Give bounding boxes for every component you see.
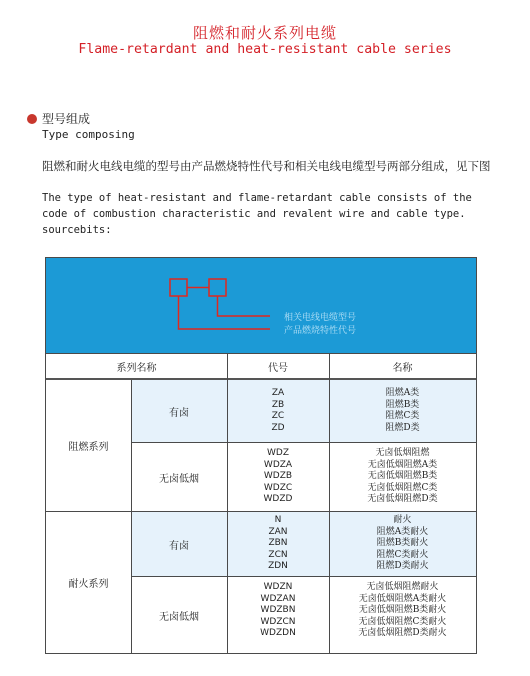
code-item: WDZAN: [260, 593, 296, 604]
name-item: 阻燃B类耐火: [376, 538, 429, 549]
code-item: WDZ: [267, 448, 289, 459]
name-item: 无卤低烟阻燃C类: [367, 482, 438, 493]
group-flame-retardant: 阻燃系列: [68, 442, 109, 453]
code-item: N: [274, 515, 282, 526]
name-item: 阻燃D类: [385, 422, 420, 433]
name-item: 阻燃D类耐火: [376, 561, 429, 572]
code-list: [227, 443, 329, 511]
code-item: ZDN: [268, 561, 288, 572]
code-item: WDZC: [263, 482, 293, 493]
name-item: 阻燃B类: [385, 399, 420, 410]
name-item: 无卤低烟阻燃: [375, 448, 430, 459]
leader-line-2: [179, 296, 271, 329]
name-item: 耐火: [393, 515, 412, 526]
header-series-name: 系列名称: [116, 362, 157, 374]
name-item: 阻燃C类: [385, 411, 420, 421]
subgroup-halogen: 有卤: [169, 407, 189, 419]
code-item: ZC: [271, 411, 285, 421]
name-item: 无卤低烟阻燃耐火: [366, 582, 439, 593]
name-list: [329, 512, 476, 576]
name-item: 阻燃C类耐火: [376, 549, 429, 560]
code-item: WDZCN: [260, 616, 296, 627]
header-code: 代号: [268, 362, 288, 374]
subgroup-halogen-free: 无卤低烟: [159, 473, 199, 485]
code-list: [227, 577, 329, 645]
code-item: ZBN: [268, 538, 288, 549]
name-item: 无卤低烟阻燃A类: [367, 459, 438, 470]
name-item: 无卤低烟阻燃A类耐火: [358, 593, 447, 604]
name-item: 阻燃A类耐火: [376, 526, 429, 537]
code-list: [227, 380, 329, 442]
subgroup-halogen-free: 无卤低烟: [159, 611, 199, 623]
diagram-label-wire-type: 相关电线电缆型号: [284, 313, 357, 323]
type-diagram-drawing: [46, 258, 476, 353]
leader-line-1: [218, 296, 271, 316]
description-english: The type of heat-resistant and flame-retardant cable consists of the code of combustion characteristic and revalent wire and cable type. sourcebits:: [42, 192, 472, 236]
code-item: ZD: [271, 422, 285, 433]
page-title-chinese: 阻燃和耐火系列电缆: [192, 24, 337, 42]
section-title-chinese: 型号组成: [42, 112, 91, 126]
page-title-english: Flame-retardant and heat-resistant cable series: [78, 42, 452, 57]
section-title-english: Type composing: [42, 128, 135, 141]
name-item: 无卤低烟阻燃B类: [367, 471, 438, 482]
code-item: WDZB: [263, 471, 293, 482]
name-item: 无卤低烟阻燃B类耐火: [358, 605, 447, 616]
name-item: 无卤低烟阻燃D类耐火: [358, 628, 447, 639]
name-item: 阻燃A类: [385, 388, 420, 398]
subgroup-halogen: 有卤: [169, 540, 189, 552]
code-item: WDZBN: [260, 605, 296, 616]
code-box-1: [170, 279, 187, 296]
code-item: ZCN: [268, 549, 288, 560]
group-fire-resistant: 耐火系列: [68, 579, 109, 590]
name-item: 无卤低烟阻燃D类: [367, 494, 438, 505]
code-item: WDZA: [263, 459, 293, 470]
type-diagram: [46, 258, 476, 354]
name-list: [329, 577, 476, 645]
name-list: [329, 380, 476, 442]
name-list: [329, 443, 476, 511]
bullet-icon: [27, 114, 37, 124]
type-table: [45, 257, 477, 654]
code-item: ZB: [271, 399, 285, 410]
code-item: WDZD: [263, 494, 293, 505]
diagram-label-combustion-code: 产品燃烧特性代号: [284, 326, 357, 336]
code-item: WDZDN: [260, 628, 296, 639]
code-item: ZA: [271, 388, 285, 398]
code-item: WDZN: [263, 582, 293, 593]
description-chinese: 阻燃和耐火电线电缆的型号由产品燃烧特性代号和相关电线电缆型号两部分组成，见下图: [42, 159, 491, 173]
code-list: [227, 512, 329, 576]
code-box-2: [209, 279, 226, 296]
name-item: 无卤低烟阻燃C类耐火: [358, 616, 447, 627]
code-item: ZAN: [268, 526, 288, 537]
header-name: 名称: [392, 362, 413, 374]
